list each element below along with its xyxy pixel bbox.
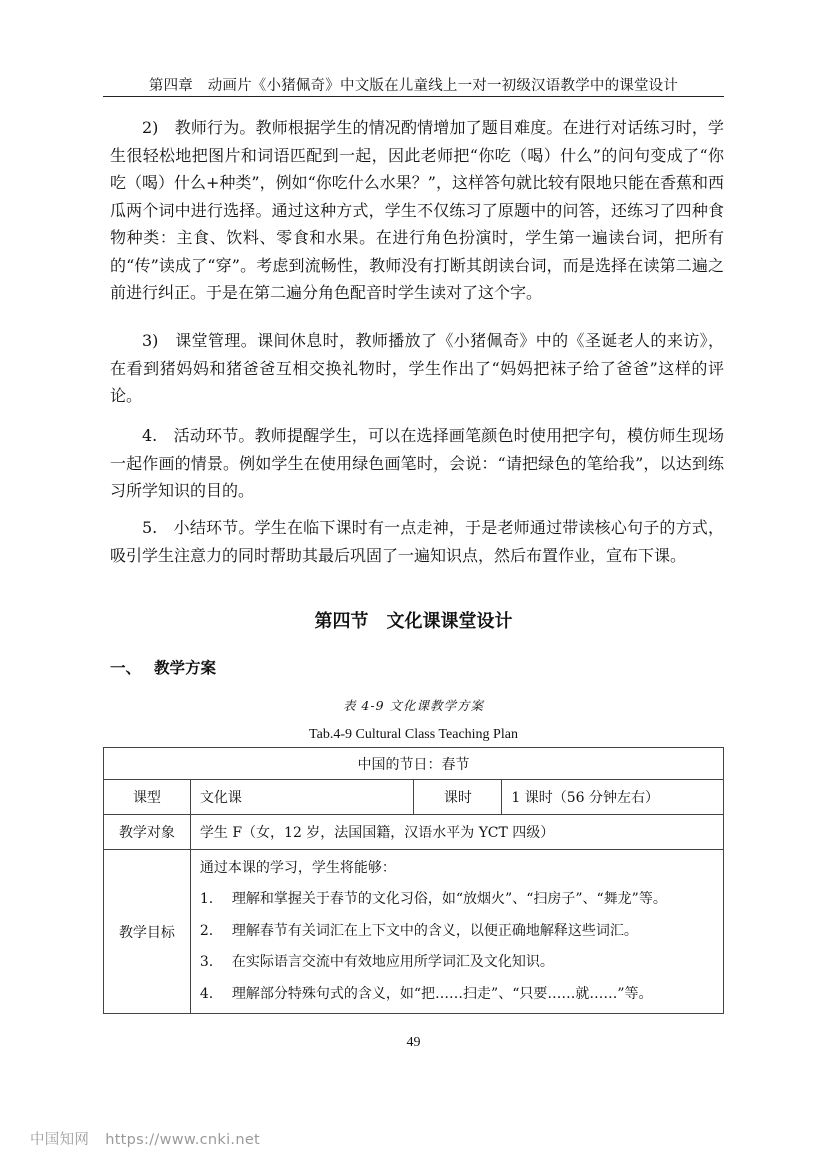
teaching-plan-table <box>103 747 724 1014</box>
table-row <box>104 815 724 850</box>
hours-value-cell: 1 课时（56 分钟左右） <box>502 780 724 815</box>
table-caption-english: Tab.4-9 Cultural Class Teaching Plan <box>309 727 518 742</box>
goal-number: 2. <box>199 922 214 939</box>
goal-item <box>200 916 714 948</box>
paragraph-text: 2) 教师行为。教师根据学生的情况酌情增加了题目难度。在进行对话练习时，学生很轻松地把图片和词语匹配到一起，因此老师把“你吃（喝）什么”的问句变成了“你吃（喝）什么+种类”，例如“你吃什么水果？”，这样答句就比较有限地只能在香蕉和西瓜两个词中进行选择。通过这种方式，学生不仅练习了原题中的问答，还练习了四种食物种类：主食、饮料、零食和水果。在进行角色扮演时，学生第一遍读台词，把所有的“传”读成了“穿”。考虑到流畅性，教师没有打断其朗读台词，而是选择在读第二遍之前进行纠正。于是在第二遍分角色配音时学生读对了这个字。 <box>110 118 724 302</box>
goal-number: 3. <box>199 954 214 971</box>
goal-number: 4. <box>199 985 214 1002</box>
goal-text: 理解和掌握关于春节的文化习俗，如“放烟火”、“扫房子”、“舞龙”等。 <box>231 891 667 908</box>
paragraph-summary <box>110 514 724 569</box>
goal-text: 在实际语言交流中有效地应用所学词汇及文化知识。 <box>231 954 554 971</box>
goal-item <box>200 884 714 916</box>
table-caption-chinese: 表 4-9 文化课教学方案 <box>342 698 485 713</box>
paragraph-text: 5. 小结环节。学生在临下课时有一点走神，于是老师通过带读核心句子的方式，吸引学生注意力的同时帮助其最后巩固了一遍知识点，然后布置作业，宣布下课。 <box>110 518 724 565</box>
goal-number: 1. <box>199 891 214 908</box>
target-value-cell: 学生 F（女，12 岁，法国国籍，汉语水平为 YCT 四级） <box>190 815 723 850</box>
running-header: 第四章 动画片《小猪佩奇》中文版在儿童线上一对一初级汉语教学中的课堂设计 <box>148 78 679 94</box>
goal-text: 理解春节有关词汇在上下文中的含义，以便正确地解释这些词汇。 <box>231 922 638 939</box>
header-rule <box>103 96 724 97</box>
paragraph-text: 3) 课堂管理。课间休息时，教师播放了《小猪佩奇》中的《圣诞老人的来访》，在看到猪妈妈和猪爸爸互相交换礼物时，学生作出了“妈妈把袜子给了爸爸”这样的评论。 <box>110 331 724 405</box>
paragraph-teacher-behavior <box>110 114 724 307</box>
subsection-heading <box>110 656 216 678</box>
type-label-cell: 课型 <box>104 780 191 815</box>
type-value-cell: 文化课 <box>190 780 414 815</box>
cnki-watermark <box>30 1128 260 1149</box>
target-label-cell: 教学对象 <box>104 815 191 850</box>
goals-label-cell: 教学目标 <box>104 850 191 1014</box>
table-row <box>104 748 724 780</box>
page-number: 49 <box>406 1035 421 1050</box>
goal-item <box>200 947 714 979</box>
table-title-cell: 中国的节日：春节 <box>104 748 724 780</box>
goals-intro: 通过本课的学习，学生将能够： <box>199 859 396 876</box>
watermark-brand: 中国知网 <box>30 1132 90 1148</box>
paragraph-classroom-management <box>110 327 724 410</box>
goals-value-cell <box>190 850 723 1014</box>
table-row <box>104 850 724 1014</box>
section-title: 第四节 文化课课堂设计 <box>314 611 513 632</box>
goal-item <box>200 979 714 1011</box>
paragraph-activity <box>110 422 724 505</box>
subsection-number: 一、 <box>110 659 142 677</box>
table-row <box>104 780 724 815</box>
hours-label-cell: 课时 <box>414 780 502 815</box>
goal-text: 理解部分特殊句式的含义，如“把……扫走”、“只要……就……”等。 <box>231 985 653 1002</box>
subsection-title: 教学方案 <box>154 659 217 677</box>
watermark-url: https://www.cnki.net <box>105 1132 261 1148</box>
paragraph-text: 4. 活动环节。教师提醒学生，可以在选择画笔颜色时使用把字句，模仿师生现场一起作画的情景。例如学生在使用绿色画笔时，会说：“请把绿色的笔给我”，以达到练习所学知识的目的。 <box>110 426 724 500</box>
